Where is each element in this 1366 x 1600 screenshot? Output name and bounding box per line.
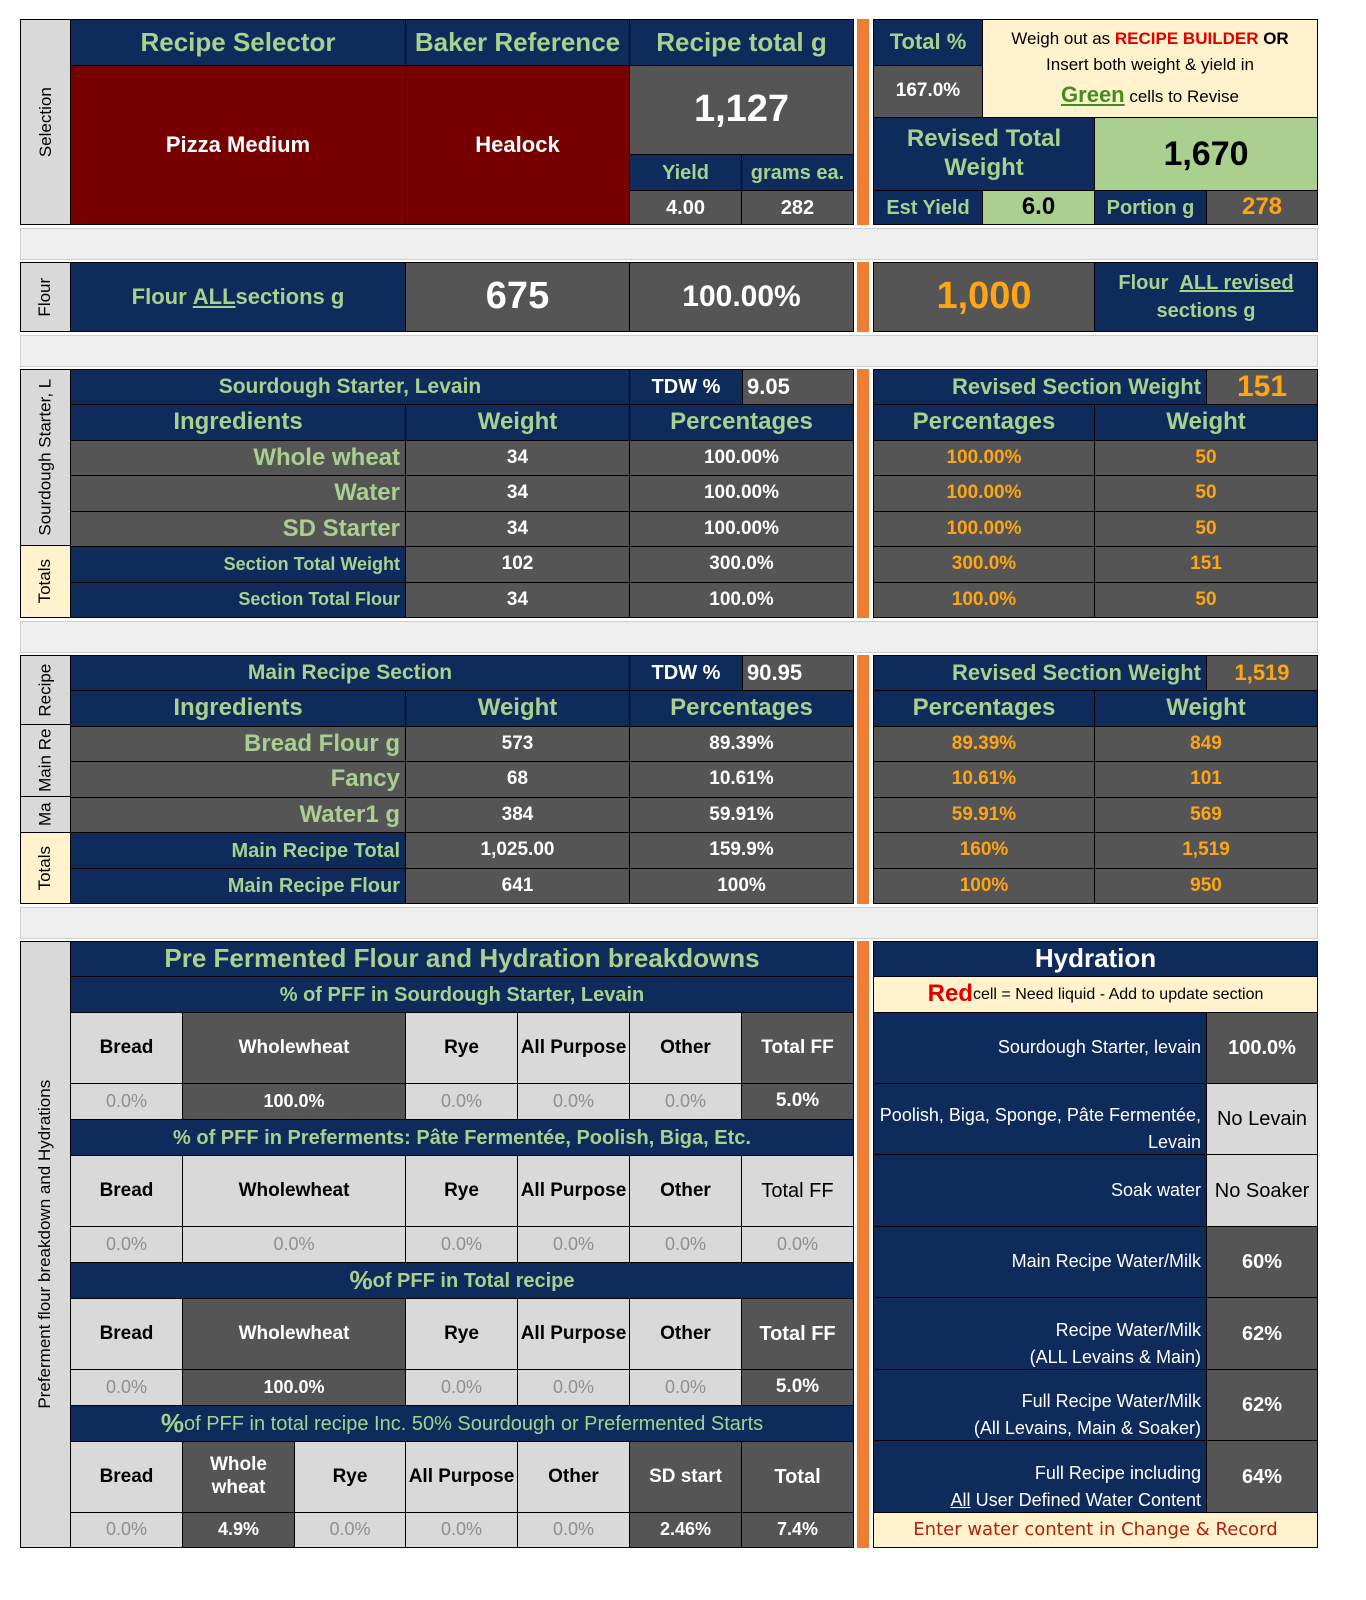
hydration-value: 64% [1206,1440,1318,1513]
hydration-label: Full Recipe including All User Defined Water Content [873,1440,1207,1513]
pff-value-bread: 0.0% [70,1083,183,1120]
pff-value-total-ff: 0.0% [741,1226,854,1263]
pff-header-bread: Bread [70,1298,183,1370]
main-header-percentages: Percentages [629,690,854,727]
main-recipe-total-percent: 159.9% [629,832,854,869]
pff-header-bread: Bread [70,1155,183,1227]
pff-value-all-purpose: 0.0% [405,1512,518,1548]
ingredient-revised-percent: 100.00% [873,511,1095,547]
yield-label: Yield [629,154,742,191]
flour-revised-value: 1,000 [873,262,1095,332]
baker-reference-dropdown[interactable]: Healock [405,65,630,225]
main-recipe-flour-percent: 100% [629,868,854,904]
main-side-label-2: Main Re [20,724,71,797]
section-total-flour-label: Section Total Flour [70,582,406,618]
grams-each-label: grams ea. [741,154,854,191]
sourdough-revised-label: Revised Section Weight [873,369,1207,405]
pff-value-bread: 0.0% [70,1226,183,1263]
ingredient-weight[interactable]: 34 [405,475,630,512]
flour-all-sections-value: 675 [405,262,630,332]
section-total-flour-percent: 100.0% [629,582,854,618]
pff-header-other: Other [629,1298,742,1370]
ingredient-name: Bread Flour g [70,726,406,762]
main-recipe-flour-revised-percent: 100% [873,868,1095,904]
pff-header-all-purpose: All Purpose [517,1298,630,1370]
main-revised-value: 1,519 [1206,655,1318,691]
flour-side-label: Flour [20,262,71,332]
pff-value-bread: 0.0% [70,1369,183,1406]
hydration-label: Recipe Water/Milk (ALL Levains & Main) [873,1297,1207,1370]
pff-header-all-purpose: All Purpose [405,1441,518,1513]
ingredient-percent: 100.00% [629,475,854,512]
recipe-total-header: Recipe total g [629,19,854,66]
hydration-value: 62% [1206,1369,1318,1441]
hydration-value: 100.0% [1206,1012,1318,1084]
pff-value-bread: 0.0% [70,1512,183,1548]
hydration-title: Hydration [873,941,1318,977]
main-recipe-total-revised-value: 1,519 [1094,832,1318,869]
main-header-revised-weight: Weight [1094,690,1318,727]
ingredient-revised-percent: 100.00% [873,475,1095,512]
pff-value-sd-start: 2.46% [629,1512,742,1548]
main-recipe-flour-revised-value: 950 [1094,868,1318,904]
pff-value-total: 7.4% [741,1512,854,1548]
main-totals-side-label: Totals [20,832,71,904]
est-yield-input[interactable]: 6.0 [982,190,1095,225]
pff-s1-title: % of PFF in Sourdough Starter, Levain [70,976,854,1013]
pff-value-total-ff: 5.0% [741,1369,854,1406]
pff-value-rye: 0.0% [294,1512,406,1548]
sourdough-side-label: Sourdough Starter, L [20,369,71,546]
pff-value-other: 0.0% [517,1512,630,1548]
pff-header-bread: Bread [70,1012,183,1084]
main-recipe-total-value: 1,025.00 [405,832,630,869]
ingredient-revised-weight: 101 [1094,761,1318,798]
pff-header-rye: Rye [405,1155,518,1227]
section-total-flour-value: 34 [405,582,630,618]
pff-header-other: Other [629,1155,742,1227]
instructions-note: Weigh out as RECIPE BUILDER OR Insert both weight & yield in Green cells to Revise [982,19,1318,118]
ingredient-weight[interactable]: 34 [405,440,630,476]
divider-bar [857,262,869,332]
hydration-note: Red cell = Need liquid - Add to update section [873,976,1318,1013]
pff-header-other: Other [629,1012,742,1084]
pff-header-total-ff: Total FF [741,1155,854,1227]
ingredient-revised-weight: 849 [1094,726,1318,762]
pff-s2-title: % of PFF in Preferments: Pâte Fermentée, Poolish, Biga, Etc. [70,1119,854,1156]
yield-value: 4.00 [629,190,742,225]
ingredient-revised-percent: 89.39% [873,726,1095,762]
section-total-flour-revised-percent: 100.0% [873,582,1095,618]
pff-title: Pre Fermented Flour and Hydration breakdowns [70,941,854,977]
flour-percent: 100.00% [629,262,854,332]
hydration-footer-note: Enter water content in Change & Record [873,1512,1318,1548]
main-header-revised-percentages: Percentages [873,690,1095,727]
grams-each-value: 282 [741,190,854,225]
pff-header-total-ff: Total FF [741,1298,854,1370]
pff-value-rye: 0.0% [405,1083,518,1120]
ingredient-revised-weight: 50 [1094,475,1318,512]
hydration-label: Main Recipe Water/Milk [873,1226,1207,1298]
sourdough-totals-side-label: Totals [20,545,71,618]
pff-header-total: Total [741,1441,854,1513]
ingredient-revised-weight: 569 [1094,797,1318,833]
pff-value-wholewheat: 100.0% [182,1083,406,1120]
ingredient-name: SD Starter [70,511,406,547]
pff-value-wholewheat: 0.0% [182,1226,406,1263]
pff-value-other: 0.0% [629,1083,742,1120]
main-tdw-value: 90.95 [742,655,854,691]
est-yield-label: Est Yield [873,190,983,225]
pff-value-rye: 0.0% [405,1369,518,1406]
pff-header-bread: Bread [70,1441,183,1513]
hydration-value: 62% [1206,1297,1318,1370]
sourdough-header-ingredients: Ingredients [70,404,406,441]
selection-side-label: Selection [20,19,71,225]
hydration-label: Sourdough Starter, levain [873,1012,1207,1084]
divider-bar [857,19,869,225]
pff-header-wholewheat: Wholewheat [182,1298,406,1370]
ingredient-weight[interactable]: 573 [405,726,630,762]
pff-header-rye: Rye [405,1298,518,1370]
pff-value-whole-wheat: 4.9% [182,1512,295,1548]
ingredient-revised-percent: 100.00% [873,440,1095,476]
total-pct-value: 167.0% [873,65,983,118]
pff-side-label: Preferment flour breakdown and Hydrations [20,941,71,1548]
main-tdw-label: TDW % [629,655,743,691]
pff-header-wholewheat: Wholewheat [182,1155,406,1227]
pff-value-all-purpose: 0.0% [517,1369,630,1406]
sourdough-tdw-label: TDW % [629,369,743,405]
ingredient-name: Water [70,475,406,512]
pff-header-wholewheat: Wholewheat [182,1012,406,1084]
pff-value-wholewheat: 100.0% [182,1369,406,1406]
pff-header-whole-wheat: Whole wheat [182,1441,295,1513]
section-total-weight-label: Section Total Weight [70,546,406,583]
baker-reference-header: Baker Reference [405,19,630,66]
hydration-value: 60% [1206,1226,1318,1298]
ingredient-name: Fancy [70,761,406,798]
main-side-label-1: Recipe [20,655,71,725]
main-revised-label: Revised Section Weight [873,655,1207,691]
flour-revised-label: Flour ALL revised sections g [1094,262,1318,332]
main-header-weight: Weight [405,690,630,727]
pff-value-other: 0.0% [629,1369,742,1406]
hydration-label: Soak water [873,1154,1207,1227]
sourdough-revised-value: 151 [1206,369,1318,405]
divider-bar [857,655,869,904]
pff-s3-title: % of PFF in Total recipe [70,1262,854,1299]
ingredient-percent: 10.61% [629,761,854,798]
ingredient-revised-weight: 50 [1094,440,1318,476]
sourdough-header-weight: Weight [405,404,630,441]
pff-header-other: Other [517,1441,630,1513]
section-total-weight-revised-value: 151 [1094,546,1318,583]
section-total-weight-revised-percent: 300.0% [873,546,1095,583]
main-side-label-3: Ma [20,796,71,833]
recipe-selector-header: Recipe Selector [70,19,406,66]
spacer-row [20,228,1318,260]
recipe-selector-dropdown[interactable]: Pizza Medium [70,65,406,225]
divider-bar [857,941,869,1548]
ingredient-revised-weight: 50 [1094,511,1318,547]
pff-value-all-purpose: 0.0% [517,1083,630,1120]
main-title: Main Recipe Section [70,655,630,691]
pff-header-all-purpose: All Purpose [517,1155,630,1227]
divider-bar [857,369,869,618]
hydration-label: Poolish, Biga, Sponge, Pâte Fermentée, Levain [873,1083,1207,1155]
ingredient-weight[interactable]: 34 [405,511,630,547]
pff-value-all-purpose: 0.0% [517,1226,630,1263]
hydration-value: No Soaker [1206,1154,1318,1227]
sourdough-title: Sourdough Starter, Levain [70,369,630,405]
ingredient-weight[interactable]: 384 [405,797,630,833]
ingredient-percent: 100.00% [629,511,854,547]
flour-all-sections-label: Flour ALL sections g [70,262,406,332]
main-recipe-total-label: Main Recipe Total [70,832,406,869]
pff-header-rye: Rye [405,1012,518,1084]
ingredient-percent: 100.00% [629,440,854,476]
main-recipe-flour-value: 641 [405,868,630,904]
revised-total-label: Revised Total Weight [873,117,1095,191]
spacer-row [20,621,1318,653]
pff-header-all-purpose: All Purpose [517,1012,630,1084]
main-header-ingredients: Ingredients [70,690,406,727]
pff-s4-title: % of PFF in total recipe Inc. 50% Sourdough or Prefermented Starts [70,1405,854,1442]
hydration-label: Full Recipe Water/Milk (All Levains, Main & Soaker) [873,1369,1207,1441]
ingredient-percent: 59.91% [629,797,854,833]
ingredient-revised-percent: 10.61% [873,761,1095,798]
main-recipe-flour-label: Main Recipe Flour [70,868,406,904]
hydration-value: No Levain [1206,1083,1318,1155]
pff-value-total-ff: 5.0% [741,1083,854,1120]
section-total-weight-value: 102 [405,546,630,583]
pff-header-sd-start: SD start [629,1441,742,1513]
section-total-weight-percent: 300.0% [629,546,854,583]
main-recipe-total-revised-percent: 160% [873,832,1095,869]
ingredient-name: Whole wheat [70,440,406,476]
total-pct-label: Total % [873,19,983,66]
ingredient-revised-percent: 59.91% [873,797,1095,833]
spacer-row [20,907,1318,939]
pff-header-total-ff: Total FF [741,1012,854,1084]
ingredient-percent: 89.39% [629,726,854,762]
spacer-row [20,335,1318,367]
section-total-flour-revised-value: 50 [1094,582,1318,618]
sourdough-header-revised-weight: Weight [1094,404,1318,441]
sourdough-header-percentages: Percentages [629,404,854,441]
sourdough-header-revised-percentages: Percentages [873,404,1095,441]
ingredient-weight[interactable]: 68 [405,761,630,798]
portion-label: Portion g [1094,190,1207,225]
ingredient-name: Water1 g [70,797,406,833]
pff-value-rye: 0.0% [405,1226,518,1263]
pff-value-other: 0.0% [629,1226,742,1263]
pff-header-rye: Rye [294,1441,406,1513]
sourdough-tdw-value: 9.05 [742,369,854,405]
recipe-total-value: 1,127 [629,65,854,155]
revised-total-input[interactable]: 1,670 [1094,117,1318,191]
portion-value: 278 [1206,190,1318,225]
